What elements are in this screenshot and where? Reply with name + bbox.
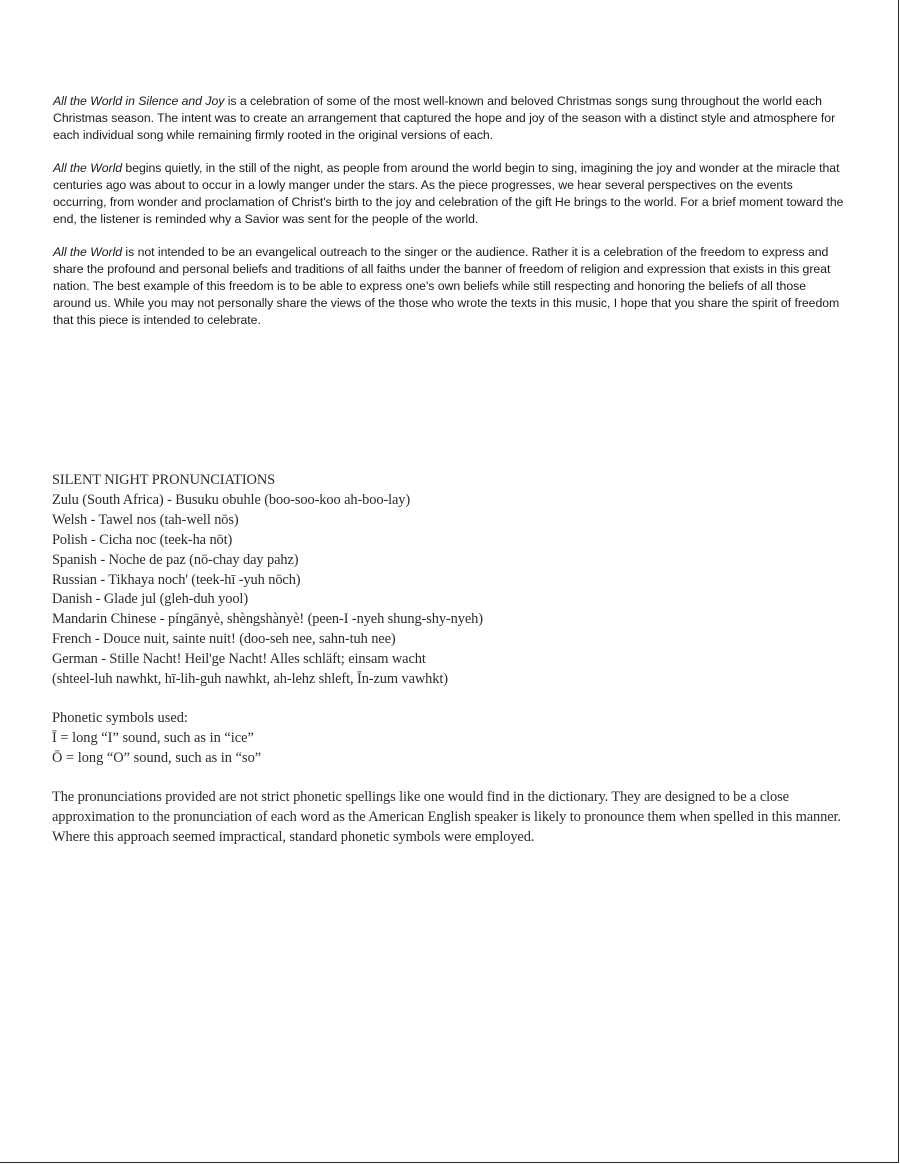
pronunciation-line: German - Stille Nacht! Heil'ge Nacht! Alles schläft; einsam wacht — [52, 651, 426, 668]
intro-paragraph — [53, 244, 845, 329]
symbols-label: Phonetic symbols used: — [52, 709, 188, 726]
pronunciation-line: Polish - Cicha noc (teek-ha nōt) — [52, 531, 233, 548]
intro-paragraph — [53, 160, 845, 228]
symbol-line: Ō = long “O” sound, such as in “so” — [52, 749, 262, 766]
pronunciation-line: Danish - Glade jul (gleh-duh yool) — [52, 591, 249, 608]
pronunciation-list — [52, 491, 842, 690]
pronunciations-heading: SILENT NIGHT PRONUNCIATIONS — [52, 472, 276, 488]
pronunciation-line: Mandarin Chinese - píngānyè, shèngshànyè! (peen-I -nyeh shung-shy-nyeh) — [52, 611, 483, 628]
phonetic-symbols — [52, 709, 842, 769]
intro-paragraph — [53, 93, 845, 144]
paragraph-text: is not intended to be an evangelical outreach to the singer or the audience. Rather it is a celebration of the freedom to express and share the profound and personal beliefs and traditions of all faiths under the banner of freedom of religion and expression that exists in this great nation. The best example of this freedom is to be able to express one's own beliefs while still respecting and honoring the beliefs of all those around us. While you may not personally share the views of the those who wrote the texts in this music, I hope that you share the spirit of freedom that this piece is intended to celebrate. — [53, 245, 840, 327]
title-italic: All the World in Silence and Joy — [53, 94, 225, 108]
paragraph-text: begins quietly, in the still of the night, as people from around the world begin to sing, imagining the joy and wonder at the miracle that centuries ago was about to occur in a lowly manger under the stars. As the piece progresses, we hear several perspectives on the events occurring, from wonder and proclamation of Christ's birth to the joy and celebration of the gift He brings to the world. For a brief moment toward the end, the listener is reminded why a Savior was sent for the people of the world. — [53, 161, 844, 226]
pronunciation-note: The pronunciations provided are not strict phonetic spellings like one would find in the dictionary. They are designed to be a close approximation to the pronunciation of each word as the American English speaker is likely to pronounce them when spelled in this manner. Where this approach seemed impractical, standard phonetic symbols were employed. — [52, 788, 841, 845]
pronunciation-line: Zulu (South Africa) - Busuku obuhle (boo-soo-koo ah-boo-lay) — [52, 491, 411, 508]
symbol-line: Ī = long “I” sound, such as in “ice” — [52, 729, 254, 746]
intro-section — [53, 93, 845, 345]
pronunciations-section — [52, 471, 842, 847]
title-italic: All the World — [53, 245, 123, 260]
paragraph-text: is a celebration of some of the most well-known and beloved Christmas songs sung throughout the world each Christmas season. The intent was to create an arrangement that captured the hope and joy of the season with a distinct style and atmosphere for each individual song while remaining firmly rooted in the original versions of each. — [53, 94, 836, 142]
pronunciation-line: (shteel-luh nawhkt, hī-lih-guh nawhkt, ah-lehz shleft, Īn-zum vawhkt) — [52, 671, 448, 688]
pronunciation-line: Spanish - Noche de paz (nō-chay day pahz) — [52, 551, 299, 568]
pronunciation-line: French - Douce nuit, sainte nuit! (doo-seh nee, sahn-tuh nee) — [52, 631, 396, 648]
pronunciation-line: Welsh - Tawel nos (tah-well nōs) — [52, 511, 239, 528]
pronunciation-line: Russian - Tikhaya noch' (teek-hī -yuh nōch) — [52, 571, 301, 588]
title-italic: All the World — [53, 161, 123, 176]
